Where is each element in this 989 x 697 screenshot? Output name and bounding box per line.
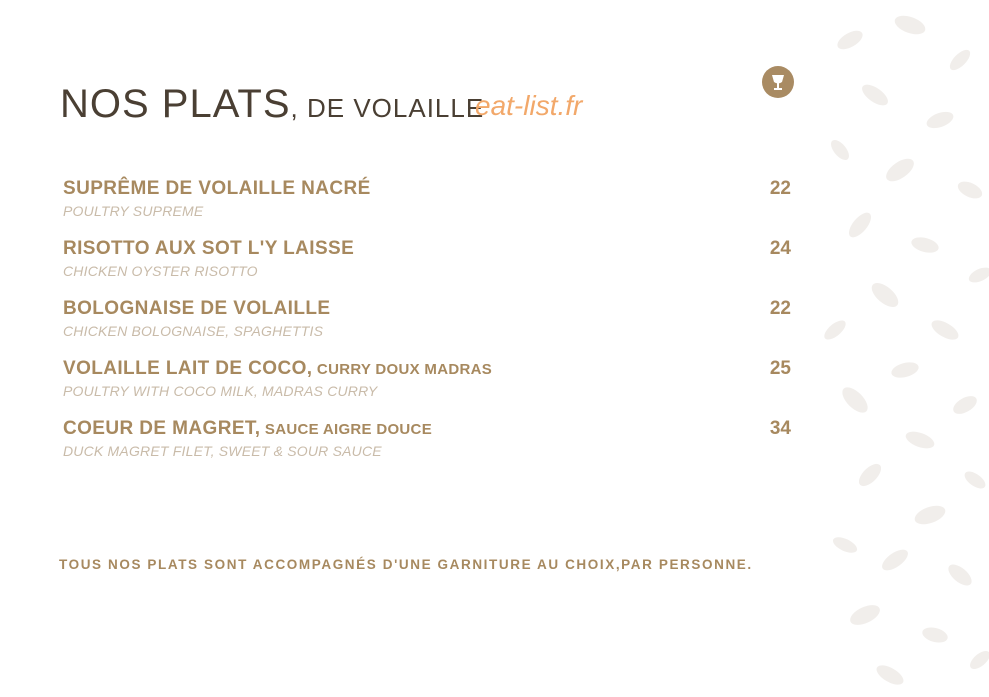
dish-translation: POULTRY SUPREME bbox=[63, 203, 204, 219]
dish-name: BOLOGNAISE DE VOLAILLE bbox=[63, 298, 331, 319]
dish-name: RISOTTO AUX SOT L'Y LAISSE bbox=[63, 238, 355, 259]
glass-icon bbox=[762, 66, 794, 98]
page-title bbox=[60, 82, 484, 127]
menu-item bbox=[63, 298, 791, 358]
menu-item bbox=[63, 358, 791, 418]
dish-translation: DUCK MAGRET FILET, SWEET & SOUR SAUCE bbox=[63, 443, 382, 459]
dish-name: VOLAILLE LAIT DE COCO, CURRY DOUX MADRAS bbox=[63, 358, 493, 379]
dish-name: SUPRÊME DE VOLAILLE NACRÉ bbox=[63, 178, 371, 199]
dish-price: 34 bbox=[769, 418, 791, 439]
dish-price: 25 bbox=[769, 358, 791, 379]
menu-item bbox=[63, 238, 791, 298]
footer-note: TOUS NOS PLATS SONT ACCOMPAGNÉS D'UNE GARNITURE AU CHOIX,PAR PERSONNE. bbox=[59, 557, 753, 572]
dish-price: 22 bbox=[769, 298, 791, 319]
watermark: eat-list.fr bbox=[475, 90, 583, 121]
dish-price: 22 bbox=[769, 178, 791, 199]
menu-list bbox=[63, 178, 791, 478]
dish-price: 24 bbox=[769, 238, 791, 259]
decorative-leaf-pattern bbox=[820, 0, 989, 697]
title-main: NOS PLATS bbox=[60, 82, 291, 126]
menu-item bbox=[63, 418, 791, 478]
title-sub: , DE VOLAILLE bbox=[290, 93, 485, 123]
menu-item bbox=[63, 178, 791, 238]
dish-translation: POULTRY WITH COCO MILK, MADRAS CURRY bbox=[63, 383, 378, 399]
dish-translation: CHICKEN OYSTER RISOTTO bbox=[63, 263, 258, 279]
dish-name: COEUR DE MAGRET, SAUCE AIGRE DOUCE bbox=[63, 418, 432, 439]
dish-translation: CHICKEN BOLOGNAISE, SPAGHETTIS bbox=[63, 323, 324, 339]
